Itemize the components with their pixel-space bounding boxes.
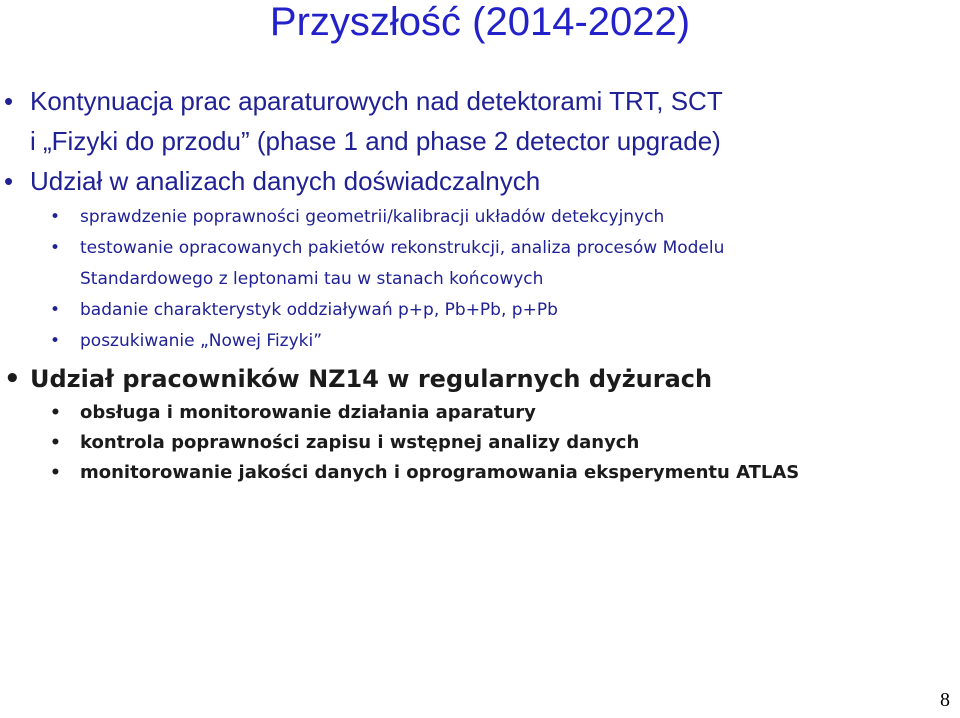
bullet-text: Kontynuacja prac aparaturowych nad detektorami TRT, SCT [30,86,723,116]
sub-bullet [50,202,920,232]
sub-bullet [50,428,920,458]
sub-bullet [50,326,920,356]
sub-bullet-text: monitorowanie jakości danych i oprogramowania eksperymentu ATLAS [80,462,800,483]
bullet-dot-icon: • [50,331,61,351]
sub-bullet-text: Standardowego z leptonami tau w stanach końcowych [80,269,544,289]
bullet-hardware-work [4,86,930,116]
bullet-text: i „Fizyki do przodu” (phase 1 and phase 2 detector upgrade) [30,126,721,156]
slide-title: Przyszłość (2014-2022) [269,0,691,44]
sub-bullet-continuation [80,264,920,294]
bullet-dot-icon: • [4,166,14,196]
bullet-dot-icon: • [50,403,61,423]
bullet-hardware-work-cont [30,126,930,156]
sub-bullet-text: obsługa i monitorowanie działania aparatury [80,402,536,423]
bullet-data-analysis [4,166,930,196]
page-number: 8 [940,689,950,711]
bullet-shifts [4,364,930,394]
bullet-heading: Udział pracowników NZ14 w regularnych dyżurach [30,365,713,393]
sub-bullet [50,295,920,325]
bullet-dot-icon: • [50,300,61,320]
bullet-dot-icon: • [50,207,61,227]
sub-bullet [50,233,920,263]
bullet-dot-icon: • [4,86,14,116]
bullet-dot-icon: • [50,238,61,258]
sub-bullet [50,398,920,428]
sub-bullet-text: poszukiwanie „Nowej Fizyki” [80,331,323,351]
sub-bullet-text: badanie charakterystyk oddziaływań p+p, Pb+Pb, p+Pb [80,300,558,320]
sub-bullet-text: sprawdzenie poprawności geometrii/kalibracji układów detekcyjnych [80,207,665,227]
sub-bullet-text: testowanie opracowanych pakietów rekonstrukcji, analiza procesów Modelu [80,238,725,258]
bullet-dot-icon: • [50,433,61,453]
sub-bullet [50,458,920,488]
bullet-heading: Udział w analizach danych doświadczalnych [30,166,541,196]
bullet-dot-icon: • [50,463,61,483]
sub-bullet-text: kontrola poprawności zapisu i wstępnej analizy danych [80,432,640,453]
bullet-dot-icon: • [4,364,21,394]
